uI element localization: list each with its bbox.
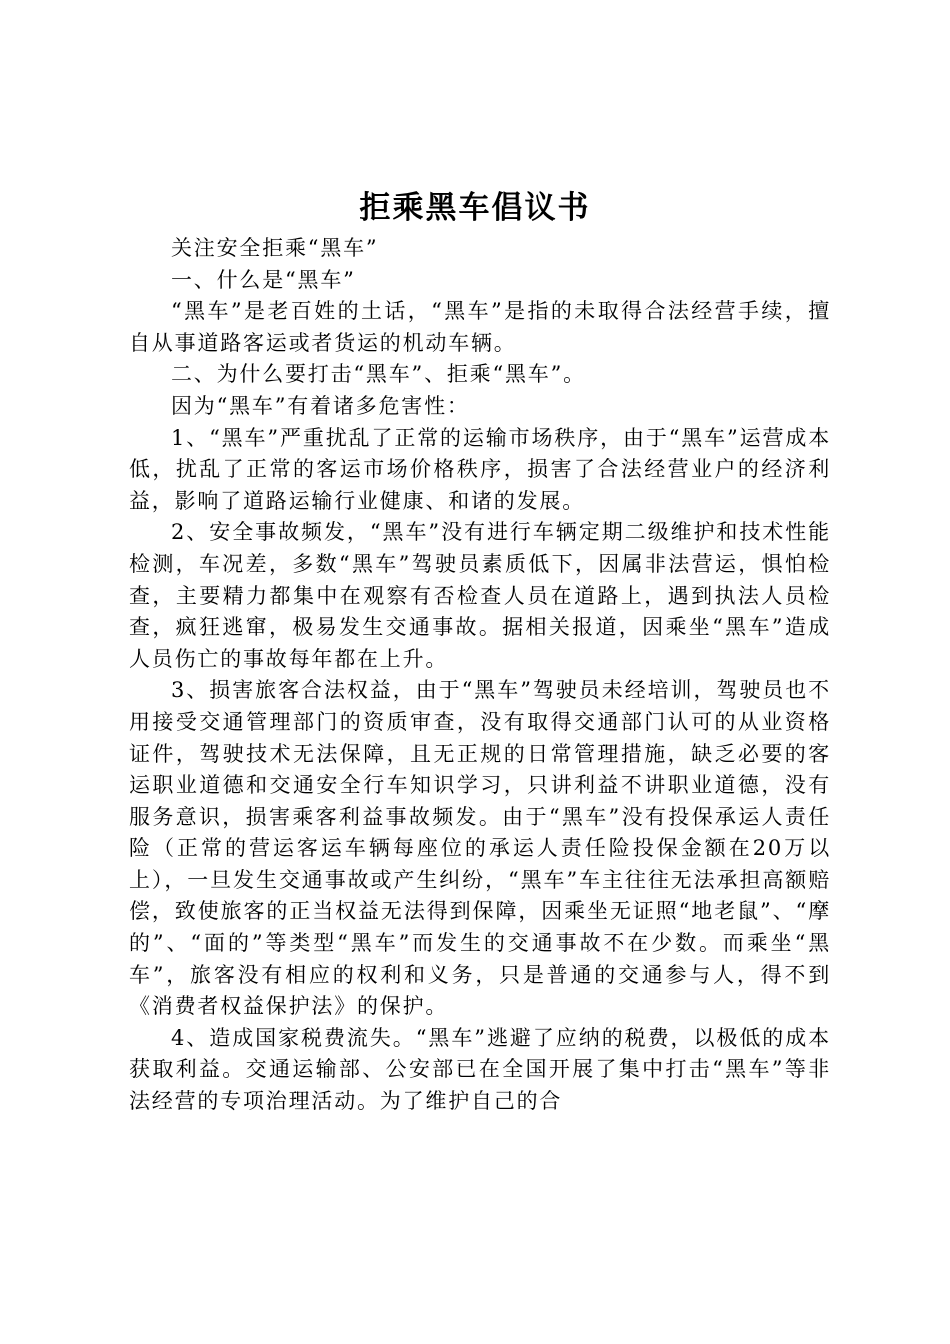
paragraph-harm-4: 4、造成国家税费流失。“黑车”逃避了应纳的税费，以极低的成本获取利益。交通运输部、公安部已在全国开展了集中打击“黑车”等非法经营的专项治理活动。为了维护自己的合 [129, 1025, 831, 1114]
paragraph-definition: “黑车”是老百姓的土话，“黑车”是指的未取得合法经营手续，擅自从事道路客运或者货运的机动车辆。 [129, 299, 831, 355]
paragraph-subtitle: 关注安全拒乘“黑车” [171, 236, 379, 260]
paragraph-harm-3: 3、损害旅客合法权益，由于“黑车”驾驶员未经培训，驾驶员也不用接受交通管理部门的资质审查，没有取得交通部门认可的从业资格证件，驾驶技术无法保障，且无正规的日常管理措施，缺乏必要的客运职业道德和交通安全行车知识学习，只讲利益不讲职业道德，没有服务意识，损害乘客利益事故频发。由于“黑车”没有投保承运人责任险（正常的营运客运车辆每座位的承运人责任险投保金额在20万以上），一旦发生交通事故或产生纠纷，“黑车”车主往往无法承担高额赔偿，致使旅客的正当权益无法得到保障，因乘坐无证照“地老鼠”、“摩的”、“面的”等类型“黑车”而发生的交通事故不在少数。而乘坐“黑车”，旅客没有相应的权利和义务，只是普通的交通参与人，得不到《消费者权益保护法》的保护。 [129, 678, 831, 1019]
document-body [129, 233, 831, 1118]
document-title: 拒乘黑车倡议书 [359, 190, 591, 226]
paragraph-section-2-heading: 二、为什么要打击“黑车”、拒乘“黑车”。 [171, 362, 586, 387]
paragraph-harm-1: 1、“黑车”严重扰乱了正常的运输市场秩序，由于“黑车”运营成本低，扰乱了正常的客运市场价格秩序，损害了合法经营业户的经济利益，影响了道路运输行业健康、和诸的发展。 [129, 425, 831, 513]
paragraph-harms-intro: 因为“黑车”有着诸多危害性： [171, 393, 470, 418]
paragraph-harm-2: 2、安全事故频发，“黑车”没有进行车辆定期二级维护和技术性能检测，车况差，多数“黑车”驾驶员素质低下，因属非法营运，惧怕检查，主要精力都集中在观察有否检查人员在道路上，遇到执法人员检查，疯狂逃窜，极易发生交通事故。据相关报道，因乘坐“黑车”造成人员伤亡的事故每年都在上升。 [129, 520, 831, 671]
paragraph-section-1-heading: 一、什么是“黑车” [171, 267, 356, 292]
